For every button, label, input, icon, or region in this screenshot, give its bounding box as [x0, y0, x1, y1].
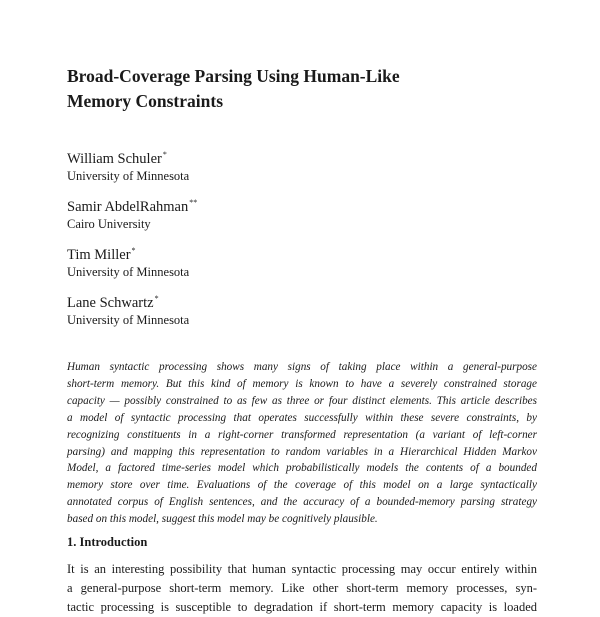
author-block [67, 290, 367, 328]
author-footnote-mark: * [154, 294, 159, 303]
abstract-line: parsing) and mapping this representation to random variables in a Hierarchical Hidden Markov [67, 445, 537, 458]
author-footnote-mark: ** [189, 198, 198, 207]
abstract-line: recognizing constituents in a right-corner transformed representation (a variant of left-corner [67, 428, 537, 441]
author-affiliation: University of Minnesota [67, 169, 190, 183]
abstract-line: Model, a factored time-series model which probabilistically models the contents of a bounded [67, 462, 537, 475]
body-line: tactic processing is susceptible to degradation if short-term memory capacity is loaded [67, 600, 537, 614]
abstract-line: short-term memory. But this kind of memory is known to have a severely constrained storage [67, 377, 537, 390]
author-block [67, 194, 367, 232]
body-line: a general-purpose short-term memory. Like other short-term memory processes, syn- [67, 581, 537, 595]
abstract [67, 359, 537, 528]
author-name: Tim Miller* [67, 246, 136, 263]
author-block [67, 242, 367, 280]
author-affiliation: University of Minnesota [67, 313, 190, 327]
abstract-line: a model of syntactic processing that operates successfully within these severe constraints, by [67, 411, 537, 424]
author-footnote-mark: * [162, 150, 167, 159]
intro-paragraph [67, 560, 537, 617]
title-line: Memory Constraints [67, 91, 224, 111]
author-block [67, 146, 367, 184]
author-affiliation: University of Minnesota [67, 265, 190, 279]
abstract-line: annotated corpus of English sentences, and the accuracy of a bounded-memory parsing strategy [67, 496, 537, 509]
section-heading: 1. Introduction [67, 535, 148, 549]
author-name: Lane Schwartz* [67, 294, 159, 311]
author-name: William Schuler* [67, 150, 167, 167]
body-line: It is an interesting possibility that human syntactic processing may occur entirely within [67, 562, 537, 576]
author-name: Samir AbdelRahman** [67, 198, 198, 215]
abstract-line: Human syntactic processing shows many signs of taking place within a general-purpose [67, 361, 537, 373]
abstract-line: capacity — possibly constrained to as few as three or four distinct elements. This article describes [67, 394, 537, 407]
author-affiliation: Cairo University [67, 217, 151, 231]
author-footnote-mark: * [131, 246, 136, 255]
abstract-line: memory store over time. Evaluations of the coverage of this model on a large syntactically [67, 479, 537, 492]
abstract-line: based on this model, suggest this model may be cognitively plausible. [67, 513, 378, 526]
title-line: Broad-Coverage Parsing Using Human-Like [67, 66, 400, 86]
paper-title [67, 64, 537, 114]
